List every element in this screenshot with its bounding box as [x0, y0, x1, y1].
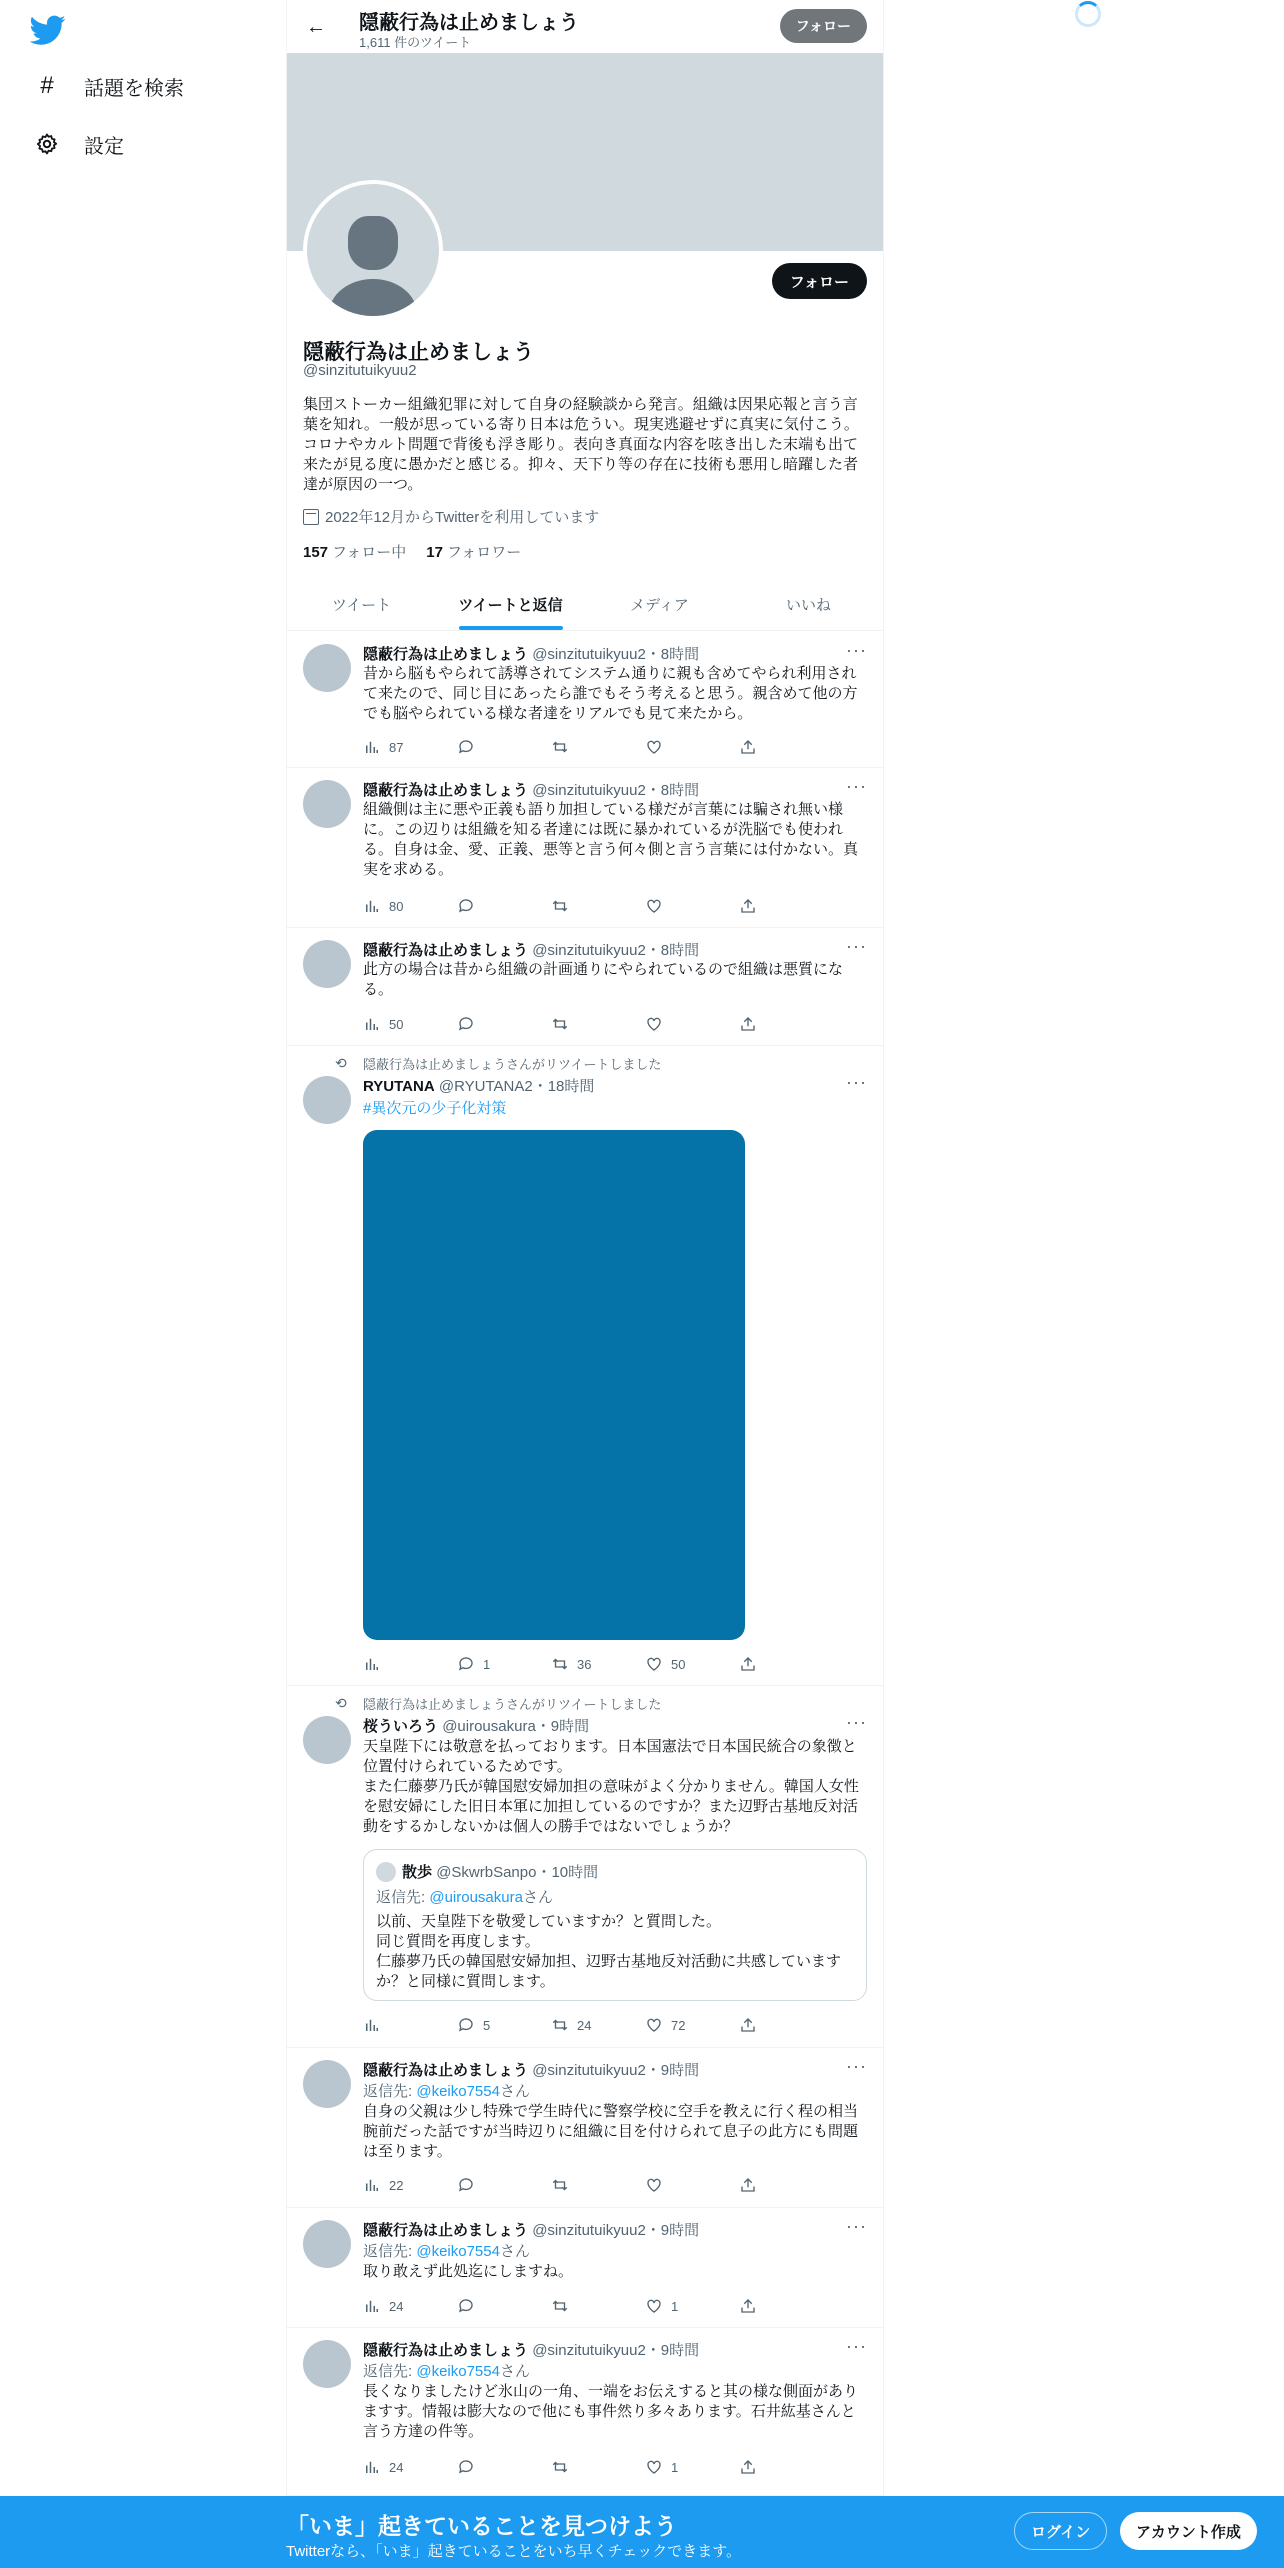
quote-text: 以前、天皇陛下を敬愛していますか？と質問した。 同じ質問を再度します。 仁藤夢乃氏の韓国慰安婦加担、辺野古基地反対活動に共感していますか？と同様に質問します。 [376, 1913, 842, 1990]
tweet-text: 長くなりましたけど氷山の一角、一端をお伝えすると其の様な側面がありますす。情報は膨大なので他にも事件然り多々あります。石井紘基さんと言う方達の件等。 [363, 2383, 859, 2440]
tweet-actions [363, 2016, 799, 2034]
retweet-button[interactable]: 36 [551, 1655, 611, 1673]
twitter-logo-icon[interactable] [30, 12, 66, 48]
tweet[interactable] [287, 2328, 883, 2496]
hashtag-link[interactable]: #異次元の少子化対策 [363, 1100, 507, 1117]
header-follow-button[interactable]: フォロー [780, 9, 867, 43]
heart-icon [645, 1015, 663, 1033]
share-button[interactable] [739, 2297, 799, 2315]
tweet-author-name[interactable]: 隠蔽行為は止めましょう [363, 2222, 529, 2239]
tweet-text: 天皇陛下には敬意を払っております。日本国憲法で日本国民統合の象徴と位置付けられているためです。 また仁藤夢乃氏が韓国慰安婦加担の意味がよく分かりません。韓国人女性を慰安婦にした旧日本軍に加担しているのですか？また辺野古基地反対活動をするかしないかは個人の勝手ではないでしょうか？ [363, 1738, 859, 1835]
profile-join-date [303, 506, 599, 527]
tweet-meta: @sinzitutuikyuu2・8時間 [532, 646, 700, 663]
share-button[interactable] [739, 2458, 799, 2476]
views-icon [363, 738, 381, 756]
avatar[interactable] [303, 940, 351, 988]
tweet-meta: @uirousakura・9時間 [442, 1718, 590, 1735]
tweet-text: 昔から脳もやられて誘導されてシステム通りに親も含めてやられ利用されて来たので、同じ目にあったら誰でもそう考えると思う。親含めて他の方でも脳やられている様な者達をリアルでも見て来たから。 [363, 665, 858, 722]
views-button[interactable]: 22 [363, 2176, 423, 2194]
tweet-actions [363, 738, 799, 756]
join-date-text: 2022年12月からTwitterを利用しています [325, 509, 600, 526]
reply-button[interactable] [457, 897, 517, 915]
tweet-author-name[interactable]: 隠蔽行為は止めましょう [363, 2062, 529, 2079]
tab-likes[interactable]: いいね [785, 596, 831, 614]
quote-author-name: 散歩 [402, 1864, 433, 1881]
avatar[interactable] [303, 2340, 351, 2388]
reply-button[interactable]: 5 [457, 2016, 517, 2034]
tweet-actions [363, 1655, 799, 1673]
reply-button[interactable]: 1 [457, 1655, 517, 1673]
nav-item-label: 話題を検索 [84, 77, 184, 100]
profile-stats [303, 541, 521, 562]
share-button[interactable] [739, 897, 799, 915]
reply-icon [457, 1655, 475, 1673]
like-button[interactable]: 50 [645, 1655, 705, 1673]
heart-icon [645, 1655, 663, 1673]
tweet[interactable] [287, 2208, 883, 2328]
retweet-button[interactable]: 24 [551, 2016, 611, 2034]
like-button[interactable] [645, 897, 705, 915]
more-options-icon[interactable]: ··· [846, 2056, 867, 2076]
views-icon [363, 2297, 381, 2315]
tweet-text: 組織側は主に悪や正義も語り加担している様だが言葉には騙され無い様に。この辺りは組織を知る者達には既に暴かれているが洗脳でも使われる。自身は金、愛、正義、悪等と言う何々側と言う言葉には付かない。真実を求める。 [363, 801, 859, 878]
reply-to-link[interactable]: @keiko7554 [416, 2243, 500, 2260]
share-icon [739, 2297, 757, 2315]
gear-icon [34, 131, 60, 157]
retweet-icon [551, 2458, 569, 2476]
views-button[interactable]: 87 [363, 738, 423, 756]
reply-button[interactable] [457, 1015, 517, 1033]
retweet-icon [551, 2176, 569, 2194]
retweet-button[interactable] [551, 2458, 611, 2476]
tweet-meta: @sinzitutuikyuu2・9時間 [532, 2342, 700, 2359]
tweet-actions [363, 2297, 799, 2315]
views-icon [363, 2458, 381, 2476]
reply-icon [457, 738, 475, 756]
share-button[interactable] [739, 2176, 799, 2194]
profile-column [286, 0, 884, 2568]
follow-button[interactable]: フォロー [772, 263, 867, 299]
heart-icon [645, 897, 663, 915]
tweet-meta: @sinzitutuikyuu2・9時間 [532, 2222, 700, 2239]
signup-banner [0, 2496, 1284, 2568]
signup-banner-subtitle: Twitterなら、「いま」起きていることをいち早くチェックできます。 [286, 2543, 742, 2560]
reply-button[interactable] [457, 2176, 517, 2194]
nav-item-settings[interactable] [34, 124, 124, 164]
nav-item-explore[interactable] [34, 66, 184, 106]
quote-reply-to: 返信先: @uirousakuraさん [376, 1889, 553, 1906]
reply-to: 返信先: @keiko7554さん [363, 2363, 530, 2380]
views-button[interactable] [363, 2016, 423, 2034]
retweet-icon [551, 2297, 569, 2315]
retweet-icon [551, 2016, 569, 2034]
avatar[interactable] [303, 1076, 351, 1124]
tweet-meta: @sinzitutuikyuu2・9時間 [532, 2062, 700, 2079]
reply-button[interactable] [457, 738, 517, 756]
tweet[interactable] [287, 2048, 883, 2208]
views-button[interactable]: 24 [363, 2297, 423, 2315]
retweet-context: ⟲ 隠蔽行為は止めましょうさんがリツイートしました [335, 1695, 662, 1712]
share-button[interactable] [739, 1655, 799, 1673]
retweet-button[interactable] [551, 897, 611, 915]
heart-icon [645, 2176, 663, 2194]
views-button[interactable]: 50 [363, 1015, 423, 1033]
reply-button[interactable] [457, 2458, 517, 2476]
share-icon [739, 2176, 757, 2194]
quoted-tweet[interactable] [363, 1849, 867, 2001]
heart-icon [645, 738, 663, 756]
more-options-icon[interactable]: ··· [846, 776, 867, 796]
tweet-meta: @RYUTANA2・18時間 [438, 1078, 595, 1095]
views-icon [363, 2176, 381, 2194]
share-button[interactable] [739, 2016, 799, 2034]
profile-avatar[interactable] [303, 180, 443, 320]
views-icon [363, 2016, 381, 2034]
hashtag-icon: # [40, 72, 54, 99]
tweet-actions [363, 2458, 799, 2476]
default-avatar-icon [307, 184, 439, 316]
views-icon [363, 1655, 381, 1673]
avatar[interactable] [303, 780, 351, 828]
heart-icon [645, 2297, 663, 2315]
profile-bio: 集団ストーカー組織犯罪に対して自身の経験談から発言。組織は因果応報と言う言葉を知れ。一般が思っている寄り日本は危うい。現実逃避せずに真実に気付こう。コロナやカルト問題で背後も浮き彫り。表向き真面な内容を呟き出した末端も出て来たが見る度に愚かだと感じる。抑々、天下り等の存在に技術も悪用し暗躍した者達が原因の一つ。 [303, 396, 859, 493]
following-link[interactable]: 157 フォロー中 [303, 544, 407, 561]
like-button[interactable]: 1 [645, 2297, 705, 2315]
avatar [376, 1862, 396, 1882]
views-icon [363, 1015, 381, 1033]
tweet[interactable] [287, 768, 883, 928]
tweet-author-name[interactable]: 隠蔽行為は止めましょう [363, 646, 529, 663]
like-button[interactable]: 72 [645, 2016, 705, 2034]
reply-to: 返信先: @keiko7554さん [363, 2243, 530, 2260]
more-options-icon[interactable]: ··· [846, 2336, 867, 2356]
back-arrow-icon[interactable]: ← [306, 15, 326, 38]
avatar[interactable] [303, 1716, 351, 1764]
nav-item-label: 設定 [84, 135, 124, 158]
heart-icon [645, 2016, 663, 2034]
heart-icon [645, 2458, 663, 2476]
tweet-meta: @sinzitutuikyuu2・8時間 [532, 782, 700, 799]
calendar-icon [303, 509, 319, 525]
avatar[interactable] [303, 644, 351, 692]
tweet-author-name[interactable]: 隠蔽行為は止めましょう [363, 782, 529, 799]
retweet-icon [551, 897, 569, 915]
views-button[interactable]: 80 [363, 897, 423, 915]
like-button[interactable]: 1 [645, 2458, 705, 2476]
tweet[interactable] [287, 928, 883, 1046]
signup-button[interactable]: アカウント作成 [1120, 2512, 1257, 2550]
loading-spinner-icon [1075, 1, 1101, 27]
retweet-icon [551, 738, 569, 756]
retweet-icon: ⟲ [335, 1695, 347, 1711]
retweet-button[interactable] [551, 738, 611, 756]
share-icon [739, 738, 757, 756]
share-button[interactable] [739, 1015, 799, 1033]
tweet-media-image[interactable] [363, 1130, 745, 1640]
reply-button[interactable] [457, 2297, 517, 2315]
profile-handle: @sinzitutuikyuu2 [303, 362, 417, 379]
tweet-author-name[interactable]: 隠蔽行為は止めましょう [363, 942, 529, 959]
more-options-icon[interactable]: ··· [846, 936, 867, 956]
more-options-icon[interactable]: ··· [846, 1712, 867, 1732]
tweet-actions [363, 1015, 799, 1033]
retweet-button[interactable] [551, 2176, 611, 2194]
tweet-text: 自身の父親は少し特殊で学生時代に警察学校に空手を教えに行く程の相当腕前だった話ですが当時辺りに組織に目を付けられて息子の此方にも問題は至ります。 [363, 2103, 859, 2160]
followers-link[interactable]: 17 フォロワー [426, 544, 522, 561]
views-button[interactable]: 24 [363, 2458, 423, 2476]
like-button[interactable] [645, 738, 705, 756]
tab-media[interactable]: メディア [630, 596, 689, 614]
reply-icon [457, 2016, 475, 2034]
retweet-context: ⟲ 隠蔽行為は止めましょうさんがリツイートしました [335, 1055, 662, 1072]
header-name: 隠蔽行為は止めましょう [359, 12, 579, 34]
retweet-icon [551, 1015, 569, 1033]
profile-name: 隠蔽行為は止めましょう [303, 341, 534, 364]
tweet[interactable] [287, 632, 883, 768]
login-button[interactable]: ログイン [1014, 2512, 1107, 2550]
tweet-meta: @sinzitutuikyuu2・8時間 [532, 942, 700, 959]
tab-tweets-and-replies[interactable]: ツイートと返信 [436, 578, 585, 630]
reply-icon [457, 2297, 475, 2315]
tab-tweets[interactable]: ツイート [331, 596, 392, 614]
tweet[interactable] [287, 1686, 883, 2048]
share-icon [739, 1015, 757, 1033]
like-button[interactable] [645, 2176, 705, 2194]
share-button[interactable] [739, 738, 799, 756]
tweet-actions [363, 897, 799, 915]
tweet[interactable] [287, 1046, 883, 1686]
tweet-text: 取り敢えず此処迄にしますね。 [363, 2263, 574, 2280]
tweet-author-name[interactable]: 桜ういろう [363, 1718, 439, 1735]
share-icon [739, 897, 757, 915]
reply-icon [457, 2458, 475, 2476]
tweet-text: 此方の場合は昔から組織の計画通りにやられているので組織は悪質になる。 [363, 961, 844, 998]
reply-to-link[interactable]: @keiko7554 [416, 2083, 500, 2100]
retweet-icon [551, 1655, 569, 1673]
profile-tabs [287, 578, 883, 631]
avatar[interactable] [303, 2060, 351, 2108]
signup-banner-title: 「いま」起きていることを見つけよう [286, 2513, 677, 2539]
retweet-button[interactable] [551, 1015, 611, 1033]
avatar[interactable] [303, 2220, 351, 2268]
share-icon [739, 2458, 757, 2476]
reply-to: 返信先: @keiko7554さん [363, 2083, 530, 2100]
views-button[interactable] [363, 1655, 423, 1673]
tweet-author-name[interactable]: RYUTANA [363, 1078, 435, 1095]
reply-icon [457, 2176, 475, 2194]
reply-icon [457, 1015, 475, 1033]
reply-icon [457, 897, 475, 915]
share-icon [739, 2016, 757, 2034]
profile-header-bar [287, 0, 883, 53]
retweet-icon: ⟲ [335, 1055, 347, 1071]
retweet-button[interactable] [551, 2297, 611, 2315]
share-icon [739, 1655, 757, 1673]
reply-to-link[interactable]: @keiko7554 [416, 2363, 500, 2380]
header-tweet-count: 1,611 件のツイート [359, 35, 472, 50]
like-button[interactable] [645, 1015, 705, 1033]
more-options-icon[interactable]: ··· [846, 2216, 867, 2236]
views-icon [363, 897, 381, 915]
more-options-icon[interactable]: ··· [846, 640, 867, 660]
quote-meta: @SkwrbSanpo・10時間 [436, 1864, 599, 1881]
tweet-author-name[interactable]: 隠蔽行為は止めましょう [363, 2342, 529, 2359]
tweet-actions [363, 2176, 799, 2194]
more-options-icon[interactable]: ··· [846, 1072, 867, 1092]
